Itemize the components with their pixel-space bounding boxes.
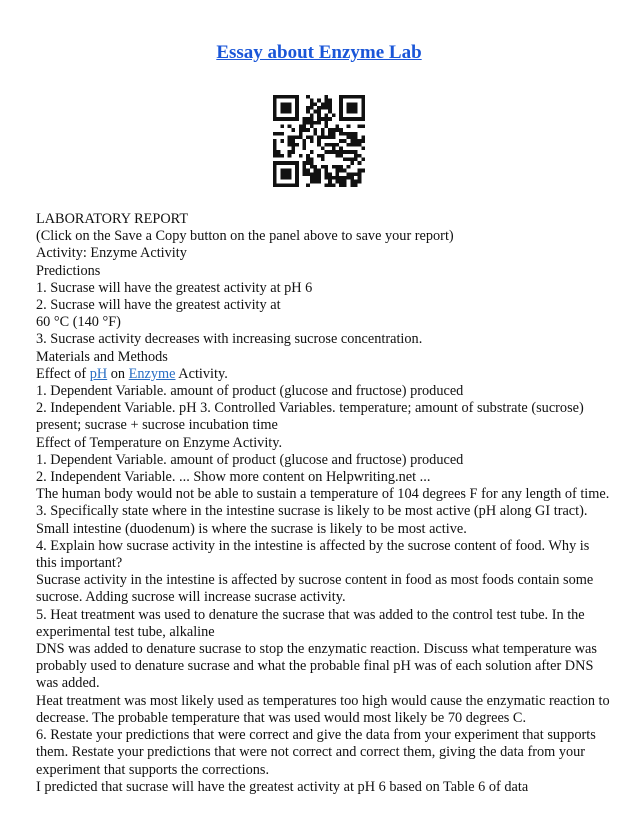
text-line: 2. Sucrase will have the greatest activity at bbox=[36, 297, 281, 314]
text-line: Small intestine (duodenum) is where the sucrase is likely to be most active. bbox=[36, 520, 467, 537]
text-line: 2. Independent Variable. ... Show more content on Helpwriting.net ... bbox=[36, 469, 431, 486]
text-line: present; sucrase + sucrose incubation time bbox=[36, 417, 278, 434]
text-line: 5. Heat treatment was used to denature the sucrase that was added to the control test tube. In the bbox=[36, 606, 585, 623]
text-line: Activity: Enzyme Activity bbox=[36, 245, 187, 262]
text-line: DNS was added to denature sucrase to stop the enzymatic reaction. Discuss what temperature was bbox=[36, 641, 597, 658]
ph-link[interactable]: pH bbox=[89, 365, 108, 382]
text-line: The human body would not be able to sustain a temperature of 104 degrees F for any length of time. bbox=[36, 486, 610, 503]
text-line: Effect of Temperature on Enzyme Activity. bbox=[36, 434, 283, 451]
text-line: Predictions bbox=[36, 262, 101, 279]
qr-code-icon bbox=[273, 95, 365, 187]
text-line: 60 °C (140 °F) bbox=[36, 314, 121, 331]
text-line: 1. Dependent Variable. amount of product (glucose and fructose) produced bbox=[36, 451, 464, 468]
text-line: 1. Sucrase will have the greatest activity at pH 6 bbox=[36, 279, 313, 296]
text-line: 1. Dependent Variable. amount of product (glucose and fructose) produced bbox=[36, 383, 464, 400]
effect-of-ph-line bbox=[36, 366, 608, 383]
text-line: I predicted that sucrase will have the greatest activity at pH 6 based on Table 6 of data bbox=[36, 778, 529, 795]
text-line: Heat treatment was most likely used as temperatures too high would cause the enzymatic reaction to bbox=[36, 692, 610, 709]
text-line: was added. bbox=[36, 675, 100, 692]
text-line: probably used to denature sucrase and what the probable final pH was of each solution after DNS bbox=[36, 658, 594, 675]
text-line: them. Restate your predictions that were not correct and correct them, giving the data from your bbox=[36, 744, 586, 761]
text-line: 3. Sucrase activity decreases with increasing sucrose concentration. bbox=[36, 331, 423, 348]
text-line: this important? bbox=[36, 555, 123, 572]
text-line: 4. Explain how sucrase activity in the intestine is affected by the sucrose content of food. Why is bbox=[36, 537, 590, 554]
text-line: 6. Restate your predictions that were correct and give the data from your experiment that supports bbox=[36, 727, 596, 744]
text-line: decrease. The probable temperature that was used would most likely be 70 degrees C. bbox=[36, 709, 527, 726]
effect-prefix: Effect of bbox=[36, 365, 90, 382]
text-line: sucrose. Adding sucrose will increase sucrase activity. bbox=[36, 589, 346, 606]
text-line: Sucrase activity in the intestine is affected by sucrose content in food as most foods contain some bbox=[36, 572, 594, 589]
text-line: (Click on the Save a Copy button on the panel above to save your report) bbox=[36, 228, 454, 245]
enzyme-link[interactable]: Enzyme bbox=[128, 365, 176, 382]
effect-suffix: Activity. bbox=[175, 365, 228, 382]
document-title-link[interactable]: Essay about Enzyme Lab bbox=[216, 42, 422, 63]
effect-middle: on bbox=[107, 365, 129, 382]
text-line: experiment that supports the corrections. bbox=[36, 761, 270, 778]
text-line: experimental test tube, alkaline bbox=[36, 623, 215, 640]
text-line: LABORATORY REPORT bbox=[36, 211, 189, 227]
report-body bbox=[36, 211, 608, 796]
text-line: Materials and Methods bbox=[36, 348, 168, 365]
text-line: 3. Specifically state where in the intestine sucrase is likely to be most active (pH along GI tract). bbox=[36, 503, 588, 520]
text-line: 2. Independent Variable. pH 3. Controlled Variables. temperature; amount of substrate (sucrose) bbox=[36, 400, 584, 417]
